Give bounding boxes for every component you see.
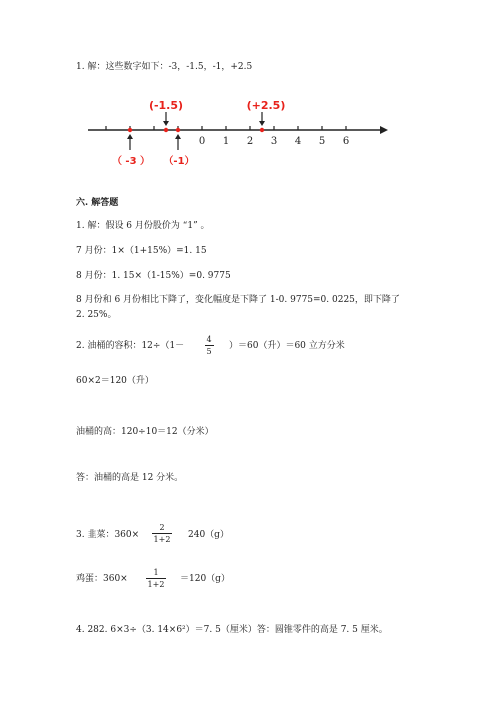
q6-1-august: 8 月份：1. 15×（1-15%）=0. 9775 xyxy=(76,271,231,281)
q6-2-height: 油桶的高：120÷10＝12（分米） xyxy=(76,427,214,437)
fraction-numerator: 2 xyxy=(159,523,165,532)
q6-1-conclusion-line1: 8 月份和 6 月份相比下降了，变化幅度是下降了 1-0. 9775=0. 0225，即下降了 xyxy=(76,295,400,305)
annotation-plus-2-5: (+2.5) xyxy=(246,99,286,112)
q6-2-capacity-prefix: 2. 油桶的容积：12÷（1－ xyxy=(76,341,185,351)
tick-label-4: 4 xyxy=(294,136,302,147)
q6-2-answer: 答：油桶的高是 12 分米。 xyxy=(76,473,184,483)
arrow-down-icon xyxy=(259,121,265,126)
section-heading: 六. 解答题 xyxy=(76,198,119,208)
annotation-minus-1: （-1） xyxy=(163,156,195,167)
annotation-minus-3: （ -3 ） xyxy=(111,156,151,167)
q6-3-egg-prefix: 鸡蛋：360× xyxy=(76,574,128,584)
arrow-up-icon xyxy=(127,134,133,139)
fraction-denominator: 1+2 xyxy=(147,580,165,589)
fraction-four-fifths xyxy=(203,334,215,357)
fraction-denominator: 1+2 xyxy=(153,535,171,544)
axis-arrow-icon xyxy=(380,126,388,134)
arrow-up-icon xyxy=(175,134,181,139)
fraction-numerator: 1 xyxy=(153,568,159,577)
fraction-denominator: 5 xyxy=(206,347,212,356)
q5-1-text: 1. 解：这些数字如下：-3，-1.5，-1，+2.5 xyxy=(76,62,253,72)
q6-1-intro: 1. 解：假设 6 月份股价为 “1” 。 xyxy=(76,221,210,231)
q6-3-leek-prefix: 3. 韭菜：360× xyxy=(76,530,140,540)
tick-label-6: 6 xyxy=(342,136,350,147)
fraction-leek xyxy=(151,522,173,545)
arrow-down-icon xyxy=(163,121,169,126)
q6-1-july: 7 月份：1×（1+15%）=1. 15 xyxy=(76,246,207,256)
point-minus-1-5 xyxy=(164,128,168,132)
tick-label-1: 1 xyxy=(222,136,230,147)
fraction-egg xyxy=(145,567,167,590)
point-minus-3 xyxy=(128,128,132,132)
tick-label-3: 3 xyxy=(270,136,278,147)
q6-2-line2: 60×2＝120（升） xyxy=(76,376,154,386)
q6-4-text: 4. 282. 6×3÷（3. 14×6²）＝7. 5（厘米）答：圆锥零件的高是 7. 5 厘米。 xyxy=(76,625,388,635)
q6-2-capacity-suffix: ）＝60（升）＝60 立方分米 xyxy=(229,341,345,351)
q6-1-conclusion-line2: 2. 25%。 xyxy=(76,310,117,320)
number-line-figure xyxy=(0,92,500,182)
q6-3-leek-suffix: 240（g） xyxy=(188,530,229,540)
fraction-numerator: 4 xyxy=(206,335,212,344)
annotation-minus-1-5: (-1.5) xyxy=(148,99,184,112)
tick-label-5: 5 xyxy=(318,136,326,147)
point-plus-2-5 xyxy=(260,128,264,132)
tick-label-2: 2 xyxy=(246,136,254,147)
q6-3-egg-suffix: ＝120（g） xyxy=(180,574,230,584)
point-minus-1 xyxy=(176,128,180,132)
tick-label-0: 0 xyxy=(198,136,206,147)
